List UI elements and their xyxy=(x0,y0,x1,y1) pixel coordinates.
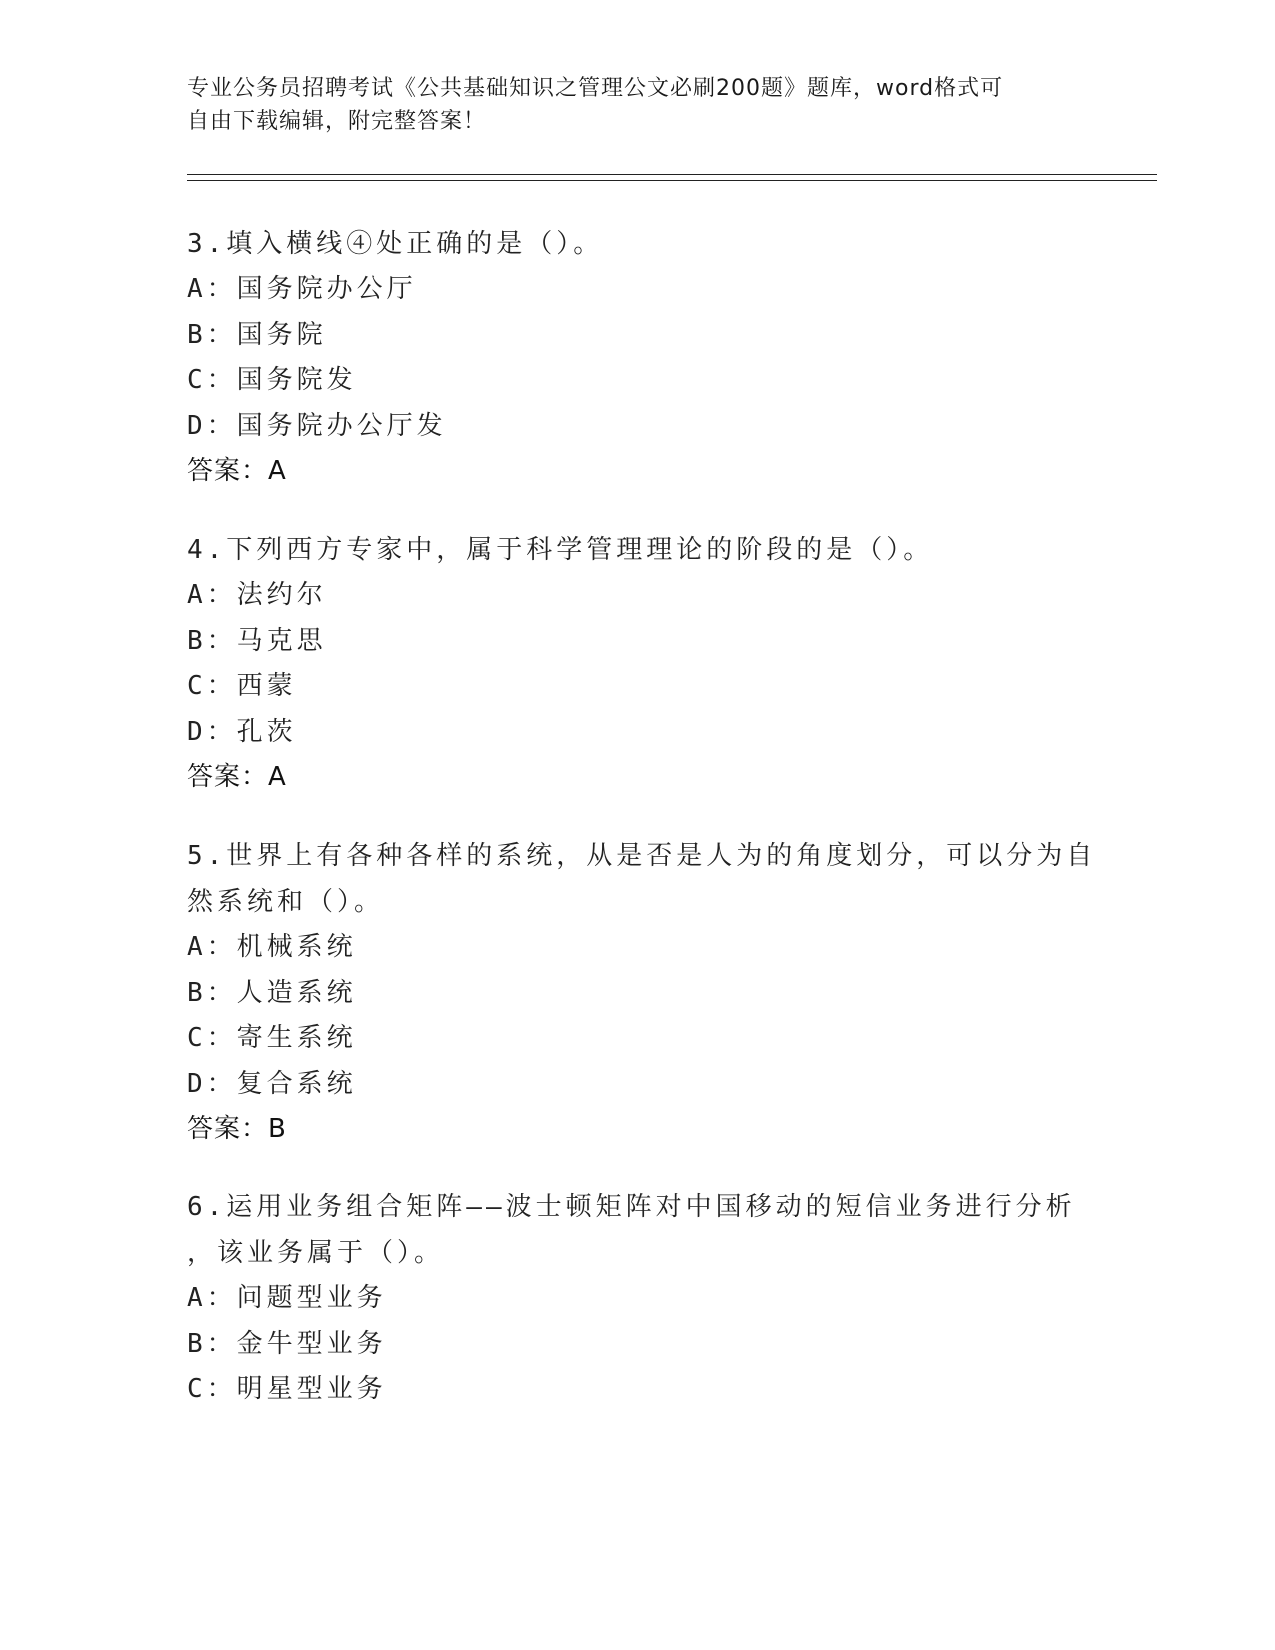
header-line-2: 自由下载编辑，附完整答案！ xyxy=(187,109,487,134)
question-stem: 4.下列西方专家中，属于科学管理理论的阶段的是（）。 xyxy=(187,535,934,565)
question-stem-line-2: ，该业务属于（）。 xyxy=(187,1238,445,1268)
option-b: B：马克思 xyxy=(187,625,327,656)
question-stem: 3.填入横线④处正确的是（）。 xyxy=(187,229,604,259)
question-5 xyxy=(187,833,1097,1152)
option-a: A：机械系统 xyxy=(187,932,357,962)
answer-label: 答案：A xyxy=(187,456,287,486)
option-a: A：法约尔 xyxy=(187,580,327,610)
answer-label: 答案：A xyxy=(187,762,287,792)
header-line-1: 专业公务员招聘考试《公共基础知识之管理公文必刷200题》题库，word格式可 xyxy=(187,76,1004,101)
question-6 xyxy=(187,1184,1087,1413)
option-d: D：国务院办公厅发 xyxy=(187,410,447,441)
option-c: C：明星型业务 xyxy=(187,1374,387,1404)
answer-label: 答案：B xyxy=(187,1114,287,1144)
option-d: D：复合系统 xyxy=(187,1068,357,1099)
header-divider-bottom xyxy=(187,180,1157,181)
option-b: B：金牛型业务 xyxy=(187,1328,387,1359)
option-c: C：国务院发 xyxy=(187,365,357,395)
option-c: C：寄生系统 xyxy=(187,1023,357,1053)
question-stem-line-1: 6.运用业务组合矩阵——波士顿矩阵对中国移动的短信业务进行分析 xyxy=(187,1192,1076,1222)
question-stem-line-1: 5.世界上有各种各样的系统，从是否是人为的角度划分，可以分为自 xyxy=(187,841,1097,871)
option-d: D：孔茨 xyxy=(187,716,297,747)
question-4 xyxy=(187,527,1087,800)
question-3 xyxy=(187,221,1087,494)
option-c: C：西蒙 xyxy=(187,671,297,701)
option-a: A：国务院办公厅 xyxy=(187,274,417,304)
header-divider-top xyxy=(187,174,1157,175)
document-header xyxy=(187,72,1087,138)
option-b: B：国务院 xyxy=(187,319,327,350)
option-a: A：问题型业务 xyxy=(187,1283,387,1313)
question-stem-line-2: 然系统和（）。 xyxy=(187,887,385,917)
option-b: B：人造系统 xyxy=(187,977,357,1008)
